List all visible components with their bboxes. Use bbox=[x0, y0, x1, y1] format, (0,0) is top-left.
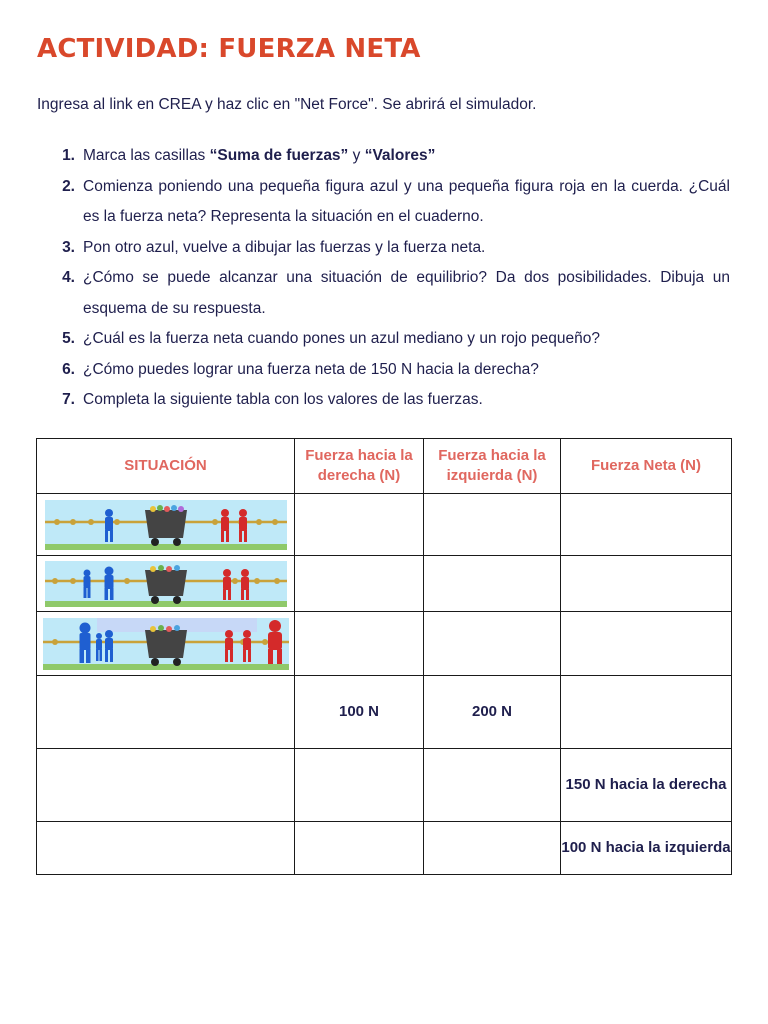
force-right-cell bbox=[295, 612, 424, 676]
force-left-cell: 200 N bbox=[424, 676, 561, 749]
net-force-cell bbox=[561, 556, 732, 612]
item-text: Completa la siguiente tabla con los valores de las fuerzas. bbox=[83, 391, 483, 408]
item-number: 1. bbox=[62, 147, 75, 164]
header-situation: SITUACIÓN bbox=[37, 439, 295, 494]
force-left-cell bbox=[424, 556, 561, 612]
force-right-cell bbox=[295, 822, 424, 875]
situation-cell bbox=[37, 822, 295, 875]
net-force-cell: 100 N hacia la izquierda bbox=[561, 822, 732, 875]
item-text: Pon otro azul, vuelve a dibujar las fuerzas y la fuerza neta. bbox=[83, 238, 486, 256]
header-force-right: Fuerza hacia la derecha (N) bbox=[295, 439, 424, 494]
list-item bbox=[37, 263, 730, 324]
table-row bbox=[37, 676, 732, 749]
situation-cell bbox=[37, 494, 295, 556]
page-title: ACTIVIDAD: FUERZA NETA bbox=[37, 34, 421, 64]
situation-cell bbox=[37, 749, 295, 822]
force-left-cell bbox=[424, 494, 561, 556]
list-item bbox=[37, 324, 730, 355]
situation-cell bbox=[37, 676, 295, 749]
checkbox-name: “Suma de fuerzas” bbox=[209, 147, 349, 164]
situation-cell bbox=[37, 556, 295, 612]
table-row bbox=[37, 494, 732, 556]
item-number: 4. bbox=[62, 269, 75, 286]
force-right-cell bbox=[295, 556, 424, 612]
checkbox-name: “Valores” bbox=[364, 147, 436, 164]
item-number: 6. bbox=[62, 360, 75, 378]
tug-of-war-image bbox=[45, 500, 287, 550]
item-number: 2. bbox=[62, 177, 75, 195]
force-left-cell bbox=[424, 822, 561, 875]
force-right-cell bbox=[295, 749, 424, 822]
item-text: y bbox=[348, 147, 365, 164]
item-text: ¿Cómo se puede alcanzar una situación de equilibrio? Da dos posibilidades. Dibuja un esquema de su respuesta. bbox=[83, 269, 730, 317]
item-text: ¿Cómo puedes lograr una fuerza neta de 150 N hacia la derecha? bbox=[83, 360, 539, 378]
item-number: 7. bbox=[62, 391, 75, 408]
item-text: Marca las casillas bbox=[83, 147, 210, 164]
table-row bbox=[37, 556, 732, 612]
tug-of-war-image bbox=[45, 561, 287, 607]
table-row bbox=[37, 749, 732, 822]
situation-cell bbox=[37, 612, 295, 676]
forces-table bbox=[36, 438, 732, 875]
force-right-cell bbox=[295, 494, 424, 556]
item-number: 5. bbox=[62, 330, 75, 347]
table-row bbox=[37, 612, 732, 676]
force-left-cell bbox=[424, 612, 561, 676]
force-right-cell: 100 N bbox=[295, 676, 424, 749]
tug-of-war-image bbox=[43, 618, 289, 670]
list-item bbox=[37, 355, 730, 386]
header-force-left: Fuerza hacia la izquierda (N) bbox=[424, 439, 561, 494]
list-item bbox=[37, 172, 730, 233]
net-force-cell: 150 N hacia la derecha bbox=[561, 749, 732, 822]
force-left-cell bbox=[424, 749, 561, 822]
intro-text: Ingresa al link en CREA y haz clic en "Net Force". Se abrirá el simulador. bbox=[37, 96, 537, 113]
net-force-cell bbox=[561, 676, 732, 749]
item-number: 3. bbox=[62, 238, 75, 256]
header-net-force: Fuerza Neta (N) bbox=[561, 439, 732, 494]
list-item bbox=[37, 233, 730, 264]
net-force-cell bbox=[561, 612, 732, 676]
item-text: ¿Cuál es la fuerza neta cuando pones un azul mediano y un rojo pequeño? bbox=[83, 330, 601, 347]
instruction-list bbox=[37, 141, 730, 416]
table-row bbox=[37, 822, 732, 875]
list-item bbox=[37, 141, 730, 172]
net-force-cell bbox=[561, 494, 732, 556]
table-header-row bbox=[37, 439, 732, 494]
item-text: Comienza poniendo una pequeña figura azul y una pequeña figura roja en la cuerda. ¿Cuál es la fuerza neta? Representa la situación en el cuaderno. bbox=[83, 177, 730, 225]
list-item bbox=[37, 385, 730, 416]
